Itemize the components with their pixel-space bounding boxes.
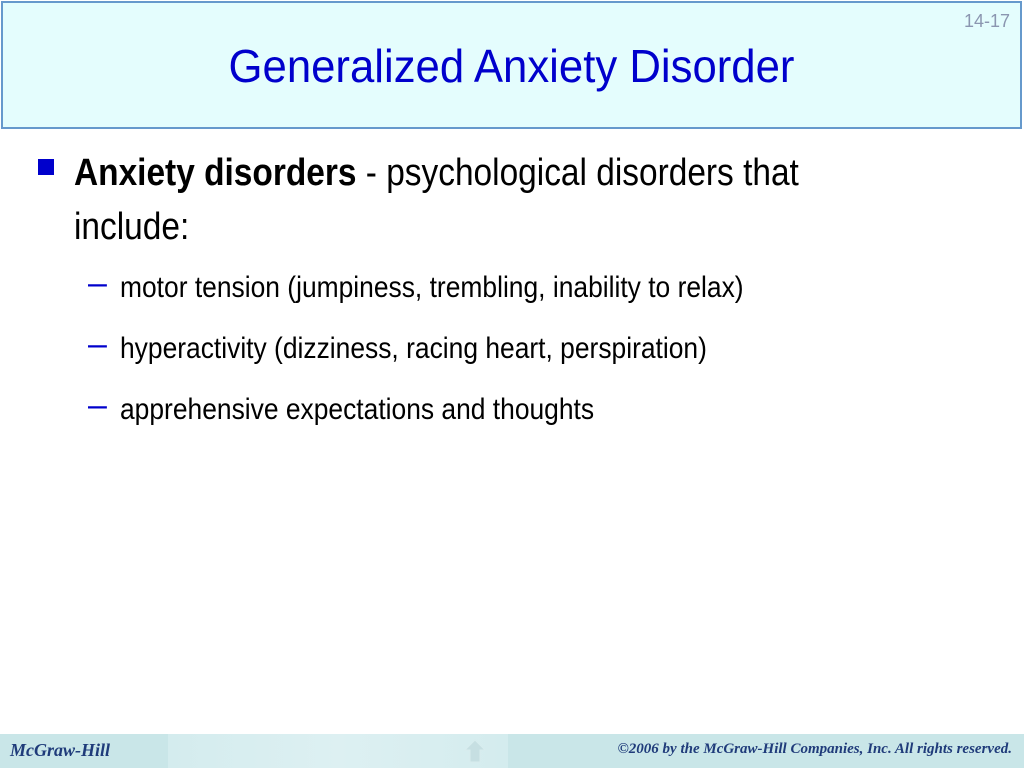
sub-item [38,264,998,308]
slide-body [38,146,998,451]
sub-item-text: hyperactivity (dizziness, racing heart, perspiration) [120,332,707,365]
title-bar [1,1,1022,129]
bullet-line-1 [74,146,887,200]
sub-list [38,264,998,430]
footer-publisher: McGraw-Hill [10,740,111,760]
sub-item-text: motor tension (jumpiness, trembling, inability to relax) [120,271,744,304]
square-bullet-icon [38,159,54,175]
slide-title: Generalized Anxiety Disorder [228,40,795,92]
dash-bullet-icon: – [88,325,107,363]
bullet-item [38,146,998,254]
home-icon[interactable] [464,738,486,764]
sub-item [38,325,998,369]
footer-copyright: ©2006 by the McGraw-Hill Companies, Inc. All rights reserved. [617,741,1012,757]
bullet-term: Anxiety disorders [74,152,357,194]
bullet-continuation: include: [74,206,190,248]
dash-bullet-icon: – [88,264,107,302]
footer-gradient [168,734,508,768]
sub-item [38,386,998,430]
bullet-definition: - psychological disorders that [356,152,799,194]
slide-number: 14-17 [963,11,1010,31]
sub-item-text: apprehensive expectations and thoughts [120,393,595,426]
footer-bar [0,734,1024,768]
dash-bullet-icon: – [88,386,107,424]
